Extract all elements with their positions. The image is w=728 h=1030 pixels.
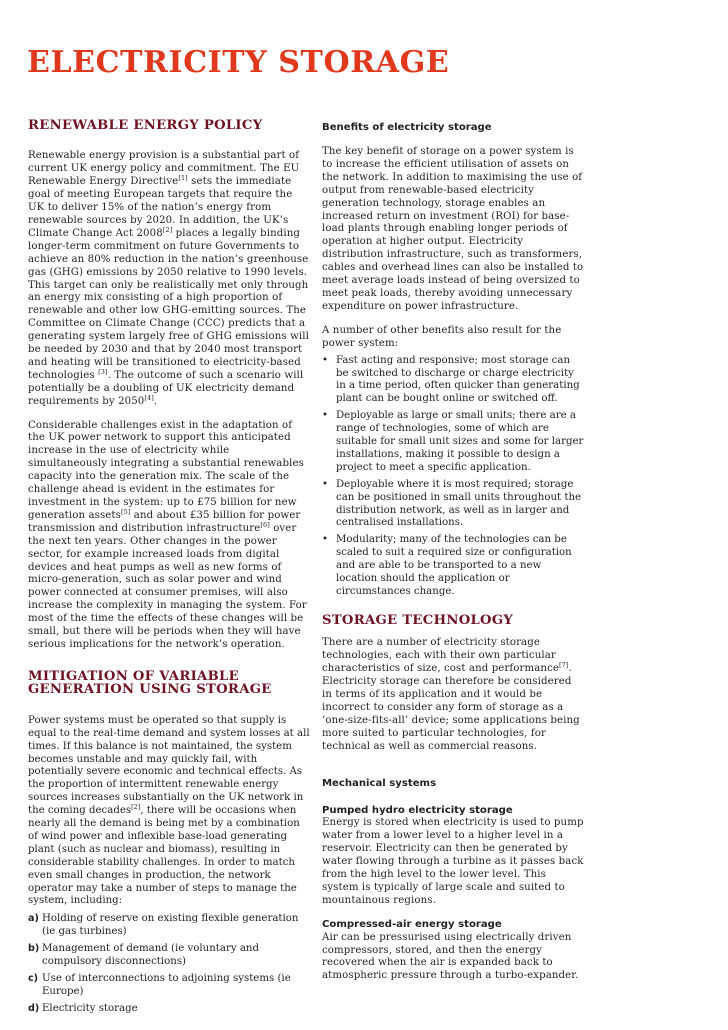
subheading-benefits: Benefits of electricity storage [322,122,492,133]
paragraph-benefits: The key benefit of storage on a power system is to increase the efficient utilisation of assets on the network. In addition to maximising the use of output from renewable-based electricity generation technology, storage enables an increased return on investment (ROI) for base-load plants through enabling longer periods of operation at higher output. Electricity distribution infrastructure, such as transformers, cables and overhead lines can also be installed to meet average loads instead of being oversized to meet peak loads, thereby avoiding unnecessary expenditure on power infrastructure. [322,146,584,312]
management-steps-list [28,913,311,1015]
reference-2b: [2] [131,803,141,812]
list-item: • Fast acting and responsive; most storage can be switched to discharge or charge electricity in a time period, often quicker than generating plant can be bought online or switched off. [322,354,580,405]
left-column [28,119,311,1020]
reference-2: [2] [162,225,173,234]
right-column [322,119,584,983]
list-item: • Modularity; many of the technologies can be scaled to suit a required size or configuration and are able to be transported to a new location should the application or circumstances change. [322,534,572,597]
benefits-list [322,355,584,599]
list-item: • Deployable where it is most required; storage can be positioned in small units throughout the distribution network, as well as in larger and centralised installations. [322,478,582,529]
list-item: b) Management of demand (ie voluntary and compulsory disconnections) [28,943,259,968]
list-item: • Deployable as large or small units; there are a range of technologies, some of which are suitable for small unit sizes and some for larger installations, making it possible to design a project to meet a specific application. [322,410,584,473]
subheading-pumped-hydro: Pumped hydro electricity storage [322,804,513,816]
section-heading-renewable-energy-policy: RENEWABLE ENERGY POLICY [28,118,263,133]
paragraph-compressed-air: Air can be pressurised using electrically driven compressors, stored, and then the energy recovered when the air is expanded back to atmospheric pressure through a turbo-expander. [322,931,579,982]
list-item: d) Electricity storage [28,1002,138,1014]
section-heading-mitigation: MITIGATION OF VARIABLE GENERATION USING STORAGE [28,668,272,698]
bullet-icon: • [322,410,329,422]
subheading-mechanical-systems: Mechanical systems [322,777,437,789]
reference-6: [6] [260,520,270,529]
bullet-icon: • [322,354,329,366]
subheading-compressed-air: Compressed-air energy storage [322,918,502,930]
paragraph-other-benefits: A number of other benefits also result for the power system: [322,324,562,349]
page-title: ELECTRICITY STORAGE [27,45,450,80]
list-item: a) Holding of reserve on existing flexible generation (ie gas turbines) [28,913,299,938]
paragraph-challenges: Considerable challenges exist in the adaptation of the UK power network to support this anticipated increase in the use of electricity while simultaneously integrating a substantial renewables capacity into the generation mix. The scale of the challenge ahead is evident in the estimates for investment in the system: up to £75 billion for new generation assets[5] and about £35 billion for power transmission and distribution infrastructure[6] over the next ten years. Other changes in the power sector, for example increased loads from digital devices and heat pumps as well as new forms of micro-generation, such as solar power and wind power connected at consumer premises, will also increase the complexity in managing the system. For most of the time the effects of these changes will be small, but there will be periods when they will have serious implications for the network’s operation. [28,419,307,650]
reference-4: [4] [144,393,154,402]
section-heading-storage-technology: STORAGE TECHNOLOGY [322,612,514,628]
bullet-icon: • [322,534,329,546]
bullet-icon: • [322,478,329,490]
reference-1: [1] [178,174,188,183]
paragraph-power-systems: Power systems must be operated so that supply is equal to the real-time demand and system losses at all times. If this balance is not maintained, the system becomes unstable and may quickly fail, with potentially severe economic and technical effects. As the proportion of intermittent renewable energy sources increases substantially on the UK network in the coming decades[2], there will be occasions when nearly all the demand is being met by a combination of wind power and inflexible base-load generating plant (such as nuclear and biomass), resulting in considerable stability challenges. In order to match even small changes in production, the network operator may take a number of steps to manage the system, including: [28,714,310,907]
reference-3: [3] [98,367,108,376]
list-item: c) Use of interconnections to adjoining systems (ie Europe) [28,973,291,997]
paragraph-renewable-policy: Renewable energy provision is a substantial part of current UK energy policy and commitment. The EU Renewable Energy Directive[1] sets the immediate goal of meeting European targets that require the UK to deliver 15% of the nation’s energy from renewable sources by 2020. In addition, the UK’s Climate Change Act 2008[2] places a legally binding longer-term commitment on future Governments to achieve an 80% reduction in the nation’s greenhouse gas (GHG) emissions by 2050 relative to 1990 levels. This target can only be realistically met only through an energy mix consisting of a high proportion of renewable and other low GHG-emitting sources. The Committee on Climate Change (CCC) predicts that a generating system largely free of GHG emissions will be needed by 2030 and that by 2040 most transport and heating will be transitioned to electricity-based technologies [3]. The outcome of such a scenario will potentially be a doubling of UK electricity demand requirements by 2050[4]. [28,150,309,407]
paragraph-pumped-hydro: Energy is stored when electricity is used to pump water from a lower level to a higher level in a reservoir. Electricity can then be generated by water flowing through a turbine as it passes back from the high level to the lower level. This system is typically of large scale and suited to mountainous regions. [322,817,584,906]
paragraph-storage-technology: There are a number of electricity storage technologies, each with their own particular characteristics of size, cost and performance[7]. Electricity storage can therefore be considered in terms of its application and it would be incorrect to consider any form of storage as a ‘one-size-fits-all’ device; some applications being more suited to particular technologies, for technical as well as commercial reasons. [322,637,580,752]
reference-7: [7] [559,661,569,670]
reference-5: [5] [120,507,131,516]
